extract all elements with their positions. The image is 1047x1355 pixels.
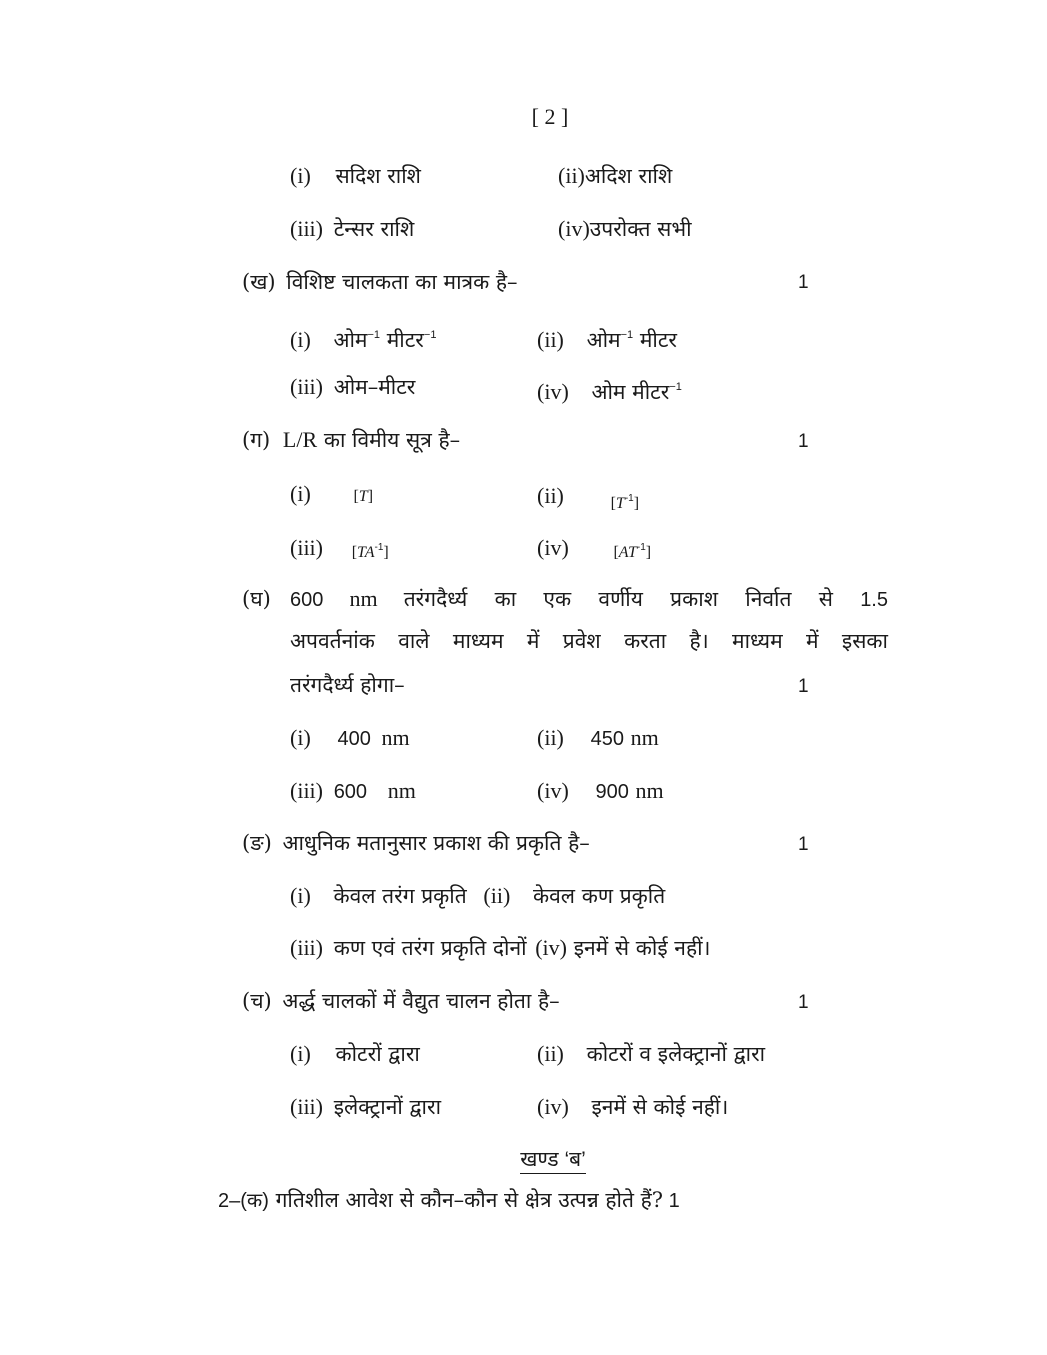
option-ii xyxy=(537,724,659,753)
option-label: (ii) xyxy=(537,327,564,352)
option-iv xyxy=(537,373,682,406)
question-label: (ख) xyxy=(242,270,276,294)
option-label: (iii) xyxy=(290,778,323,803)
option-text: इनमें से कोई नहीं। xyxy=(573,936,711,960)
question-text: गतिशील आवेश से कौन–कौन से क्षेत्र उत्पन्न होते हैं? xyxy=(268,1188,664,1212)
question-stem xyxy=(242,426,460,454)
option-text: कोटरों द्वारा xyxy=(335,1042,420,1066)
option-iii xyxy=(290,373,415,401)
option-text: केवल कण प्रकृति xyxy=(532,884,666,908)
superscript: −1 xyxy=(669,381,682,393)
option-label: (ii) xyxy=(558,163,585,188)
marks: 1 xyxy=(798,834,809,855)
option-iii xyxy=(290,215,414,243)
option-label: (i) xyxy=(290,883,311,908)
option-text: इलेक्ट्रानों द्वारा xyxy=(333,1095,442,1119)
option-label: (iii) xyxy=(290,1094,323,1119)
option-iii xyxy=(290,777,416,806)
question-label: (घ) xyxy=(242,587,271,611)
marks: 1 xyxy=(798,272,809,293)
question-label: (ङ) xyxy=(242,831,272,855)
option-text: ओम–मीटर xyxy=(333,375,416,399)
superscript: −1 xyxy=(367,329,381,341)
dimension-formula: $[AT^{-1}]$ xyxy=(613,542,652,561)
question-line-2: अपवर्तनांक वाले माध्यम में प्रवेश करता है। माध्यम में इसका xyxy=(290,629,888,653)
option-iii xyxy=(290,1093,441,1121)
question-number: 2–(क) xyxy=(218,1190,269,1212)
page-number: [ 2 ] xyxy=(531,104,569,129)
option-value: 450 xyxy=(590,728,624,750)
wavelength-value: 600 xyxy=(290,589,324,611)
option-label: (iii) xyxy=(290,216,323,241)
section-heading xyxy=(0,1145,1047,1173)
option-iv xyxy=(537,532,651,565)
option-value: 400 xyxy=(337,728,371,750)
option-i xyxy=(290,321,436,354)
option-label: (iii) xyxy=(290,535,323,560)
option-text: कण एवं तरंग प्रकृति दोनों xyxy=(333,936,527,960)
option-text: ओम xyxy=(333,328,368,352)
option-label: (ii) xyxy=(537,725,564,750)
unit: nm xyxy=(635,778,664,803)
option-label: (i) xyxy=(290,1041,311,1066)
option-label: (iii) xyxy=(290,374,323,399)
question-stem xyxy=(242,987,560,1015)
question-formula: L/R xyxy=(282,427,318,452)
refractive-index: 1.5 xyxy=(860,589,888,611)
option-text: मीटर xyxy=(633,328,678,352)
option-ii xyxy=(558,162,672,190)
option-text: इनमें से कोई नहीं। xyxy=(591,1095,729,1119)
option-text: अदिश राशि xyxy=(584,164,673,188)
question-line-3: तरंगदैर्ध्य होगा– xyxy=(290,673,405,697)
unit: nm xyxy=(387,778,416,803)
option-label: (iv) xyxy=(537,535,569,560)
unit: nm xyxy=(323,586,404,611)
question-2-ka xyxy=(218,1186,680,1215)
option-ii xyxy=(537,480,639,513)
option-label: (i) xyxy=(290,327,311,352)
option-label: (iv) xyxy=(537,1094,569,1119)
superscript: −1 xyxy=(423,329,437,341)
option-i xyxy=(290,1040,420,1068)
question-text: आधुनिक मतानुसार प्रकाश की प्रकृति है– xyxy=(282,831,590,855)
option-iv xyxy=(558,215,692,243)
option-text: सदिश राशि xyxy=(335,164,421,188)
option-iv xyxy=(537,777,664,806)
question-text: तरंगदैर्ध्य का एक वर्णीय प्रकाश निर्वात से xyxy=(403,587,861,611)
marks: 1 xyxy=(798,676,809,697)
option-text: उपरोक्त सभी xyxy=(589,217,692,241)
option-text: ओम xyxy=(586,328,621,352)
option-iii xyxy=(290,532,389,565)
option-label: (iv) xyxy=(558,216,590,241)
marks: 1 xyxy=(798,431,809,452)
option-label: (iv) xyxy=(535,935,567,960)
option-label: (ii) xyxy=(483,883,511,908)
option-text: केवल तरंग प्रकृति xyxy=(333,884,467,908)
option-ii xyxy=(537,321,677,354)
option-label: (iv) xyxy=(537,778,569,803)
dimension-formula: [T] xyxy=(353,488,374,505)
option-i xyxy=(290,724,410,753)
option-ii xyxy=(537,1040,765,1068)
option-value: 600 xyxy=(333,781,368,803)
option-text: मीटर xyxy=(380,328,424,352)
question-text: विशिष्ट चालकता का मात्रक है– xyxy=(286,270,518,294)
section-title: खण्ड ‘ब’ xyxy=(520,1148,586,1174)
question-label: (च) xyxy=(242,989,272,1013)
marks: 1 xyxy=(798,992,809,1013)
option-label: (ii) xyxy=(537,1041,564,1066)
option-iv xyxy=(537,1093,728,1121)
marks: 1 xyxy=(663,1190,680,1212)
question-text: अर्द्ध चालकों में वैद्युत चालन होता है– xyxy=(282,989,560,1013)
option-i xyxy=(290,480,373,511)
option-i-and-ii xyxy=(290,882,665,910)
unit: nm xyxy=(630,725,659,750)
option-text: टेन्सर राशि xyxy=(333,217,415,241)
question-stem xyxy=(242,268,518,296)
dimension-formula: [T-1] xyxy=(610,493,640,512)
option-i xyxy=(290,162,421,190)
question-stem xyxy=(242,829,590,857)
option-text: ओम मीटर xyxy=(591,380,670,404)
option-label: (iii) xyxy=(290,935,323,960)
option-text: कोटरों व इलेक्ट्रानों द्वारा xyxy=(586,1042,766,1066)
dimension-formula: $[TA^{-1}]$ xyxy=(351,542,389,561)
question-label: (ग) xyxy=(242,428,271,452)
option-value: 900 xyxy=(595,781,629,803)
option-label: (i) xyxy=(290,163,311,188)
question-text: का विमीय सूत्र है– xyxy=(317,428,461,452)
option-label: (ii) xyxy=(537,483,564,508)
superscript: −1 xyxy=(620,329,634,341)
question-line-1 xyxy=(290,585,888,614)
unit: nm xyxy=(381,725,410,750)
option-label: (iv) xyxy=(537,379,569,404)
option-iii-and-iv xyxy=(290,934,711,962)
option-label: (i) xyxy=(290,725,311,750)
option-label: (i) xyxy=(290,481,311,506)
